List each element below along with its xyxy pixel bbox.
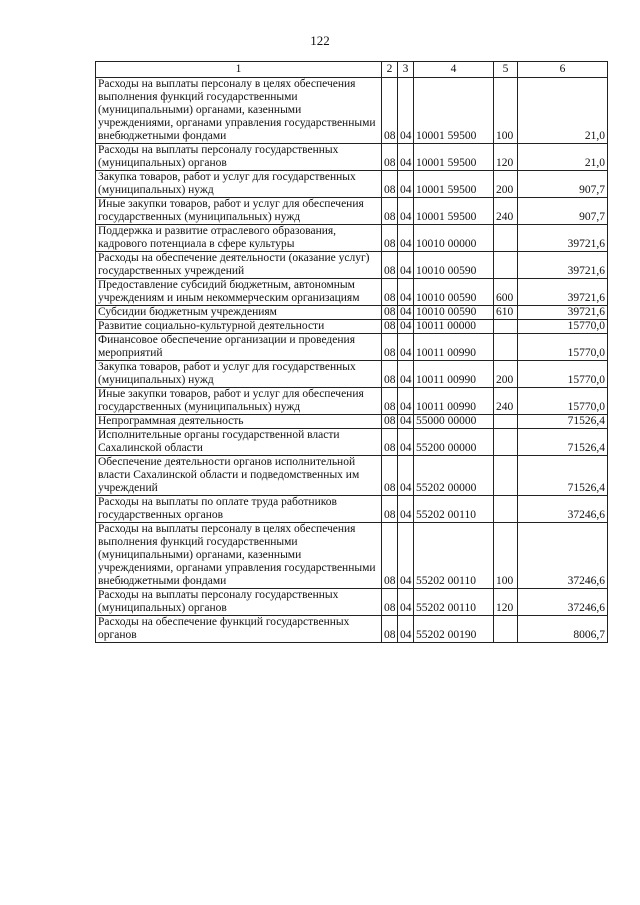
row-target-article: 10011 00990 — [414, 388, 494, 415]
row-amount: 15770,0 — [518, 361, 608, 388]
row-subsection: 04 — [398, 429, 414, 456]
row-section: 08 — [382, 415, 398, 429]
row-subsection: 04 — [398, 225, 414, 252]
row-expense-type — [494, 320, 518, 334]
table-row — [96, 361, 608, 388]
header-col-5: 5 — [494, 62, 518, 78]
table-body — [96, 78, 608, 643]
row-amount: 39721,6 — [518, 252, 608, 279]
row-target-article: 55202 00110 — [414, 523, 494, 589]
row-expense-type: 610 — [494, 306, 518, 320]
row-target-article: 10010 00590 — [414, 279, 494, 306]
row-target-article: 10010 00590 — [414, 306, 494, 320]
row-section: 08 — [382, 78, 398, 144]
header-col-6: 6 — [518, 62, 608, 78]
header-col-2: 2 — [382, 62, 398, 78]
row-name: Расходы на выплаты персоналу в целях обеспечения выполнения функций государственными (муниципальными) органами, казенными учреждениями, органами управления государственными внебюджетными фондами — [96, 78, 382, 144]
row-section: 08 — [382, 144, 398, 171]
table-row — [96, 225, 608, 252]
row-section: 08 — [382, 198, 398, 225]
row-amount: 71526,4 — [518, 415, 608, 429]
row-subsection: 04 — [398, 616, 414, 643]
row-name: Закупка товаров, работ и услуг для государственных (муниципальных) нужд — [96, 171, 382, 198]
row-name: Непрограммная деятельность — [96, 415, 382, 429]
row-subsection: 04 — [398, 320, 414, 334]
table-row — [96, 198, 608, 225]
row-subsection: 04 — [398, 523, 414, 589]
row-expense-type — [494, 496, 518, 523]
row-section: 08 — [382, 589, 398, 616]
row-section: 08 — [382, 252, 398, 279]
table-row — [96, 456, 608, 496]
budget-table — [95, 61, 608, 643]
row-section: 08 — [382, 225, 398, 252]
table-row — [96, 78, 608, 144]
row-expense-type: 200 — [494, 361, 518, 388]
row-name: Обеспечение деятельности органов исполнительной власти Сахалинской области и подведомственных им учреждений — [96, 456, 382, 496]
row-amount: 39721,6 — [518, 279, 608, 306]
row-section: 08 — [382, 171, 398, 198]
row-subsection: 04 — [398, 171, 414, 198]
table-row — [96, 144, 608, 171]
row-amount: 8006,7 — [518, 616, 608, 643]
row-name: Расходы на выплаты по оплате труда работников государственных органов — [96, 496, 382, 523]
row-amount: 15770,0 — [518, 334, 608, 361]
row-name: Расходы на обеспечение функций государственных органов — [96, 616, 382, 643]
row-name: Расходы на обеспечение деятельности (оказание услуг) государственных учреждений — [96, 252, 382, 279]
row-subsection: 04 — [398, 456, 414, 496]
row-subsection: 04 — [398, 415, 414, 429]
header-col-4: 4 — [414, 62, 494, 78]
row-amount: 907,7 — [518, 171, 608, 198]
row-amount: 37246,6 — [518, 523, 608, 589]
row-subsection: 04 — [398, 252, 414, 279]
row-name: Расходы на выплаты персоналу государственных (муниципальных) органов — [96, 144, 382, 171]
row-section: 08 — [382, 523, 398, 589]
page-number: 122 — [310, 33, 330, 48]
table-row — [96, 616, 608, 643]
row-section: 08 — [382, 361, 398, 388]
row-expense-type — [494, 415, 518, 429]
row-expense-type: 200 — [494, 171, 518, 198]
row-target-article: 10001 59500 — [414, 171, 494, 198]
table-row — [96, 171, 608, 198]
row-section: 08 — [382, 496, 398, 523]
row-name: Развитие социально-культурной деятельности — [96, 320, 382, 334]
table-row — [96, 429, 608, 456]
row-amount: 37246,6 — [518, 589, 608, 616]
row-expense-type: 100 — [494, 523, 518, 589]
row-amount: 21,0 — [518, 144, 608, 171]
row-subsection: 04 — [398, 388, 414, 415]
row-expense-type: 120 — [494, 589, 518, 616]
row-amount: 71526,4 — [518, 456, 608, 496]
row-amount: 21,0 — [518, 78, 608, 144]
row-subsection: 04 — [398, 589, 414, 616]
row-subsection: 04 — [398, 198, 414, 225]
row-name: Субсидии бюджетным учреждениям — [96, 306, 382, 320]
row-subsection: 04 — [398, 361, 414, 388]
row-amount: 71526,4 — [518, 429, 608, 456]
row-section: 08 — [382, 429, 398, 456]
row-section: 08 — [382, 279, 398, 306]
row-expense-type: 120 — [494, 144, 518, 171]
row-expense-type: 600 — [494, 279, 518, 306]
row-target-article: 10001 59500 — [414, 78, 494, 144]
table-row — [96, 320, 608, 334]
row-name: Поддержка и развитие отраслевого образования, кадрового потенциала в сфере культуры — [96, 225, 382, 252]
row-expense-type: 240 — [494, 388, 518, 415]
row-amount: 39721,6 — [518, 225, 608, 252]
table-row — [96, 306, 608, 320]
table-row — [96, 496, 608, 523]
row-subsection: 04 — [398, 78, 414, 144]
header-col-3: 3 — [398, 62, 414, 78]
row-name: Иные закупки товаров, работ и услуг для обеспечения государственных (муниципальных) нужд — [96, 198, 382, 225]
table-row — [96, 334, 608, 361]
row-target-article: 55202 00110 — [414, 496, 494, 523]
table-row — [96, 523, 608, 589]
row-expense-type — [494, 456, 518, 496]
row-section: 08 — [382, 456, 398, 496]
row-subsection: 04 — [398, 496, 414, 523]
row-section: 08 — [382, 334, 398, 361]
row-expense-type — [494, 429, 518, 456]
row-name: Расходы на выплаты персоналу в целях обеспечения выполнения функций государственными (муниципальными) органами, казенными учреждениями, органами управления государственными внебюджетными фондами — [96, 523, 382, 589]
row-section: 08 — [382, 616, 398, 643]
row-expense-type — [494, 334, 518, 361]
row-target-article: 55000 00000 — [414, 415, 494, 429]
row-name: Иные закупки товаров, работ и услуг для обеспечения государственных (муниципальных) нужд — [96, 388, 382, 415]
table-row — [96, 279, 608, 306]
row-amount: 907,7 — [518, 198, 608, 225]
row-amount: 37246,6 — [518, 496, 608, 523]
row-target-article: 10001 59500 — [414, 144, 494, 171]
row-expense-type: 100 — [494, 78, 518, 144]
table-row — [96, 415, 608, 429]
row-name: Предоставление субсидий бюджетным, автономным учреждениям и иным некоммерческим организациям — [96, 279, 382, 306]
row-name: Финансовое обеспечение организации и проведения мероприятий — [96, 334, 382, 361]
row-amount: 15770,0 — [518, 388, 608, 415]
row-subsection: 04 — [398, 144, 414, 171]
row-expense-type — [494, 225, 518, 252]
row-name: Закупка товаров, работ и услуг для государственных (муниципальных) нужд — [96, 361, 382, 388]
row-target-article: 55202 00110 — [414, 589, 494, 616]
row-subsection: 04 — [398, 279, 414, 306]
row-section: 08 — [382, 320, 398, 334]
row-section: 08 — [382, 388, 398, 415]
row-target-article: 10011 00990 — [414, 361, 494, 388]
row-amount: 39721,6 — [518, 306, 608, 320]
table-row — [96, 589, 608, 616]
row-target-article: 10001 59500 — [414, 198, 494, 225]
row-target-article: 55202 00190 — [414, 616, 494, 643]
row-target-article: 55200 00000 — [414, 429, 494, 456]
row-target-article: 10010 00000 — [414, 225, 494, 252]
header-col-1: 1 — [96, 62, 382, 78]
row-section: 08 — [382, 306, 398, 320]
row-target-article: 55202 00000 — [414, 456, 494, 496]
row-target-article: 10011 00990 — [414, 334, 494, 361]
row-amount: 15770,0 — [518, 320, 608, 334]
row-target-article: 10011 00000 — [414, 320, 494, 334]
row-expense-type — [494, 616, 518, 643]
row-subsection: 04 — [398, 334, 414, 361]
row-target-article: 10010 00590 — [414, 252, 494, 279]
table-row — [96, 252, 608, 279]
row-subsection: 04 — [398, 306, 414, 320]
row-expense-type: 240 — [494, 198, 518, 225]
table-row — [96, 388, 608, 415]
row-name: Исполнительные органы государственной власти Сахалинской области — [96, 429, 382, 456]
row-expense-type — [494, 252, 518, 279]
table-header-row — [96, 62, 608, 78]
row-name: Расходы на выплаты персоналу государственных (муниципальных) органов — [96, 589, 382, 616]
